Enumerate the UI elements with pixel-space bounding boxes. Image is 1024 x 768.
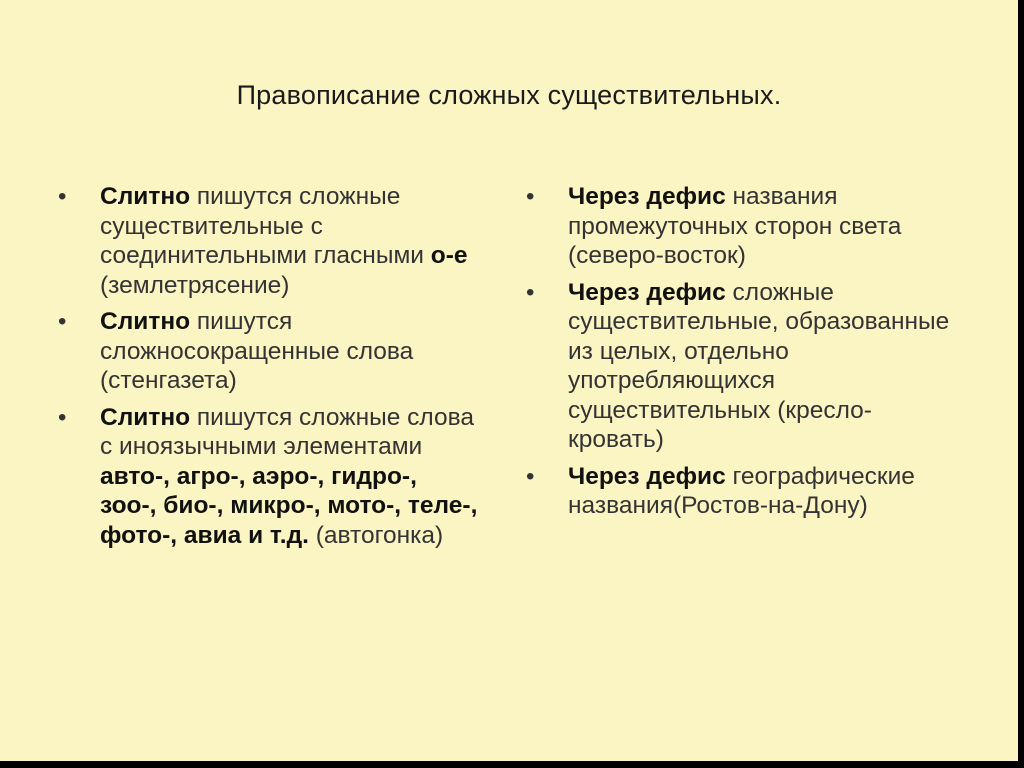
screen-frame-right — [1018, 0, 1024, 768]
bullet-icon: • — [58, 308, 67, 335]
left-column — [58, 182, 478, 557]
rule-text: пишутся сложные существительные с соединительными гласными — [100, 183, 431, 269]
bullet-icon: • — [58, 403, 67, 431]
rule-emphasis: авто-, агро-, аэро-, гидро-, зоо-, био-, микро-, мото-, теле-, фото-, авиа и т.д. — [100, 462, 478, 549]
bullet-icon: • — [526, 183, 535, 210]
slide-title: Правописание сложных существительных. — [236, 80, 782, 110]
rule-text: географические названия(Ростов-на-Дону) — [568, 462, 915, 519]
rule-keyword: Через дефис — [568, 278, 726, 306]
rule-keyword: Слитно — [100, 183, 191, 210]
right-bullet-list — [526, 182, 966, 521]
list-item — [58, 403, 478, 551]
rule-text: сложные существительные, образованные из целых, отдельно употребляющихся существительных (кресло-кровать) — [568, 278, 950, 453]
rule-emphasis: о-е — [430, 242, 468, 269]
right-column — [526, 182, 966, 528]
list-item — [526, 278, 966, 455]
rule-keyword: Слитно — [100, 308, 191, 335]
list-item — [58, 182, 478, 300]
rule-keyword: Слитно — [100, 403, 191, 431]
bullet-icon: • — [526, 462, 535, 490]
rule-keyword: Через дефис — [568, 183, 726, 210]
list-item — [526, 182, 966, 271]
rule-text: пишутся сложносокращенные слова (стенгазета) — [100, 308, 414, 394]
list-item — [526, 462, 966, 521]
screen-frame-bottom — [0, 761, 1024, 768]
rule-keyword: Через дефис — [568, 462, 726, 490]
rule-example: (автогонка) — [308, 521, 444, 549]
list-item — [58, 307, 478, 396]
rule-example: (землетрясение) — [100, 271, 290, 299]
rule-text: названия промежуточных сторон света (северо-восток) — [568, 183, 902, 269]
bullet-icon: • — [526, 278, 535, 306]
left-bullet-list — [58, 182, 478, 550]
bullet-icon: • — [58, 183, 67, 210]
rule-text: пишутся сложные слова с иноязычными элементами — [100, 403, 474, 460]
